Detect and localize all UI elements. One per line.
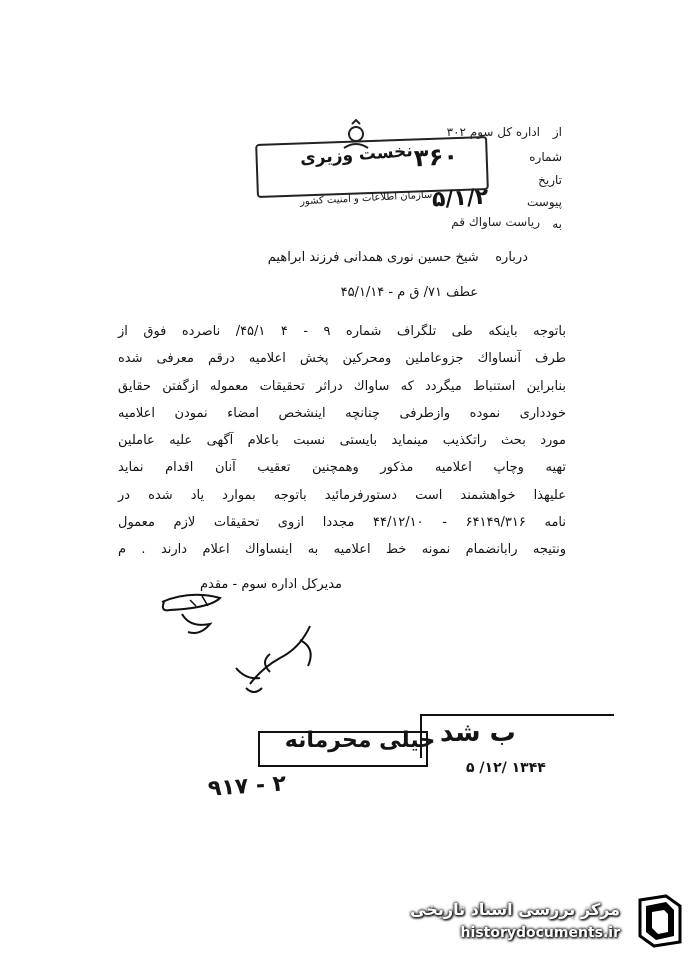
- number-label: شماره: [529, 150, 562, 164]
- decision-date: ۵ /۱۲/ ۱۳۴۴: [466, 760, 546, 776]
- subject-line: [268, 250, 528, 265]
- agency-name: نخست وزیری: [299, 141, 414, 169]
- agency-subtitle: سازمان اطلاعات و امنیت کشور: [299, 189, 433, 208]
- from-value: اداره كل سوم ۳۰۲: [446, 125, 540, 139]
- to-value: رياست ساواك قم: [451, 215, 540, 229]
- letter-body: [118, 318, 566, 564]
- archive-logo-icon: [630, 892, 688, 950]
- confidential-stamp: خیلی محرمانه: [284, 728, 436, 753]
- subject-value: شیخ حسین نوری همدانی فرزند ابراهیم: [267, 250, 479, 265]
- subject-label: درباره: [495, 250, 528, 265]
- signatory-title: مدیركل اداره سوم - مقدم: [199, 577, 342, 592]
- date-label: تاريخ: [538, 173, 562, 187]
- handwritten-signature: [150, 588, 370, 708]
- decision-stamp: ب شد: [440, 718, 516, 748]
- letter-number: ۳۶۰: [413, 141, 459, 173]
- body-line: خودداری نموده وازطرفی چنانچه اینشخص امضاء نمودن اعلامیه: [118, 405, 566, 421]
- archive-number: ۹۱۷ - ۲: [207, 771, 287, 802]
- attachment-number: ۵/۱/۲: [431, 184, 489, 213]
- body-line: نامه ۶۴۱۴۹/۳۱۶ - ۴۴/۱۲/۱۰ مجددا ازوی تحقیقات لازم معمول: [118, 515, 566, 531]
- reference-line: عطف ۷۱/ ق م - ۴۵/۱/۱۴: [340, 285, 478, 300]
- body-line: بنابراین استنباط میگردد كه ساواك دراثر تحقیقات معموله ازگفتن حقایق: [118, 378, 566, 394]
- body-line: ونتیجه رابانضمام نمونه خط اعلامیه به اینساواك اعلام دارند . م: [118, 542, 566, 558]
- body-line: تهیه وچاپ اعلامیه مذكور وهمچنین تعقیب آنان اقدام نماید: [118, 460, 566, 476]
- body-line: مورد بحث راتكذیب مینماید بایستی نسبت باعلام آگهی علیه عاملین: [118, 433, 566, 449]
- body-line: علیهذا خواهشمند است دستورفرمائید باتوجه بموارد یاد شده در: [118, 487, 566, 503]
- watermark-title: مرکز بررسی اسناد تاریخی: [410, 900, 620, 919]
- attachment-label: پيوست: [527, 195, 562, 209]
- body-line: باتوجه باینكه طی تلگراف شماره ۹ - ۴ ۴۵/۱/ ناصرده فوق از: [118, 324, 566, 339]
- body-line: طرف آنساواك جزوعاملین ومحركین پخش اعلامیه درقم معرفی شده: [118, 351, 566, 367]
- watermark-url: historydocuments.ir: [460, 925, 620, 941]
- to-label: به: [552, 217, 562, 231]
- from-label: از: [552, 125, 562, 139]
